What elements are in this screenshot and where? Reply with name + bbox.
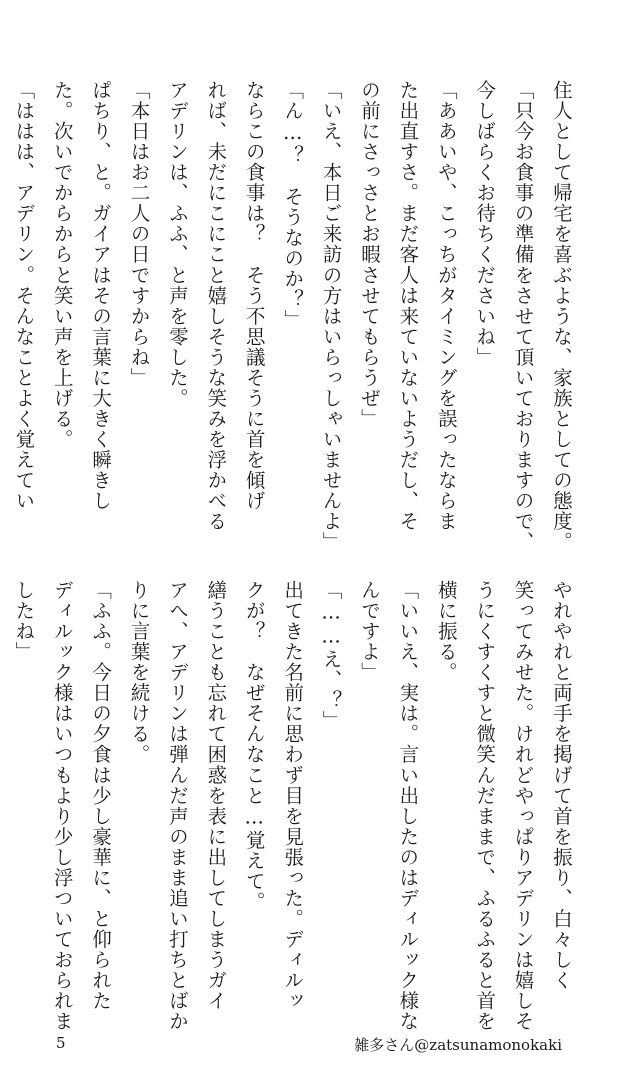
text-line: た。次いでからからと笑い声を上げる。 — [50, 80, 74, 450]
text-line: 横に振る。 — [434, 580, 458, 683]
text-line: うにくすくすと微笑んだままで、ふるふると首を — [473, 580, 497, 1032]
text-line: 住人として帰宅を喜ぶような、家族としての態度。 — [550, 80, 573, 552]
text-block-top — [0, 80, 580, 552]
text-block-bottom — [0, 580, 580, 1040]
text-line: 「ふふ。今日の夕食は少し豪華に、と仰られた — [89, 580, 113, 1011]
text-line: やれやれと両手を掲げて首を振り、白々しく — [550, 580, 573, 991]
text-line: 繕うことも忘れて困惑を表に出してしまうガイ — [204, 580, 228, 1011]
text-line: 「ん…？ そうなのか？」 — [281, 80, 305, 330]
author-credit: 雑多さん@zatsunamonokaki — [354, 1036, 562, 1054]
text-line: 「いいえ、実は。言い出したのはディルック様な — [396, 580, 420, 1032]
text-line: 笑ってみせた。けれどやっぱりアデリンは嬉しそ — [511, 580, 535, 1032]
text-line: 「いえ、本日ご来訪の方はいらっしゃいませんよ」 — [319, 80, 343, 552]
text-line: 今しばらくお待ちくださいね」 — [473, 80, 497, 368]
text-line: 「本日はお二人の日ですからね」 — [127, 80, 151, 388]
text-line: ディルック様はいつもより少し浮ついておられま — [50, 580, 74, 1032]
text-line: 「ああいや、こっちがタイミングを誤ったならま — [434, 80, 458, 532]
text-line: りに言葉を続ける。 — [127, 580, 151, 765]
text-line: クが？ なぜそんなこと…覚えて。 — [242, 580, 266, 912]
text-line: ならこの食事は？ そう不思議そうに首を傾げ — [242, 80, 266, 511]
text-line: た出直すさ。まだ客人は来ていないようだし、そ — [396, 80, 420, 532]
text-line: 「ははは、アデリン。そんなことよく覚えてい — [12, 80, 36, 511]
text-line: したね」 — [12, 580, 36, 663]
text-line: の前にさっさとお暇させてもらうぜ」 — [357, 80, 381, 429]
text-line: 出てきた名前に思わず目を見張った。ディルッ — [281, 580, 305, 1011]
text-line: アへ、アデリンは弾んだ声のまま追い打ちとばか — [165, 580, 189, 1032]
text-line — [0, 80, 4, 540]
text-line: んですよ」 — [357, 580, 381, 683]
text-line — [0, 580, 4, 1040]
text-line: ぱちり、と。ガイアはその言葉に大きく瞬きし — [89, 80, 113, 511]
page-number: 5 — [56, 1034, 66, 1052]
text-line: 「……え、？」 — [319, 580, 343, 731]
text-line: アデリンは、ふふ、と声を零した。 — [165, 80, 189, 409]
text-line: 「只今お食事の準備をさせて頂いておりますので、 — [511, 80, 535, 552]
text-line: れば、未だにこにこと嬉しそうな笑みを浮かべる — [204, 80, 228, 532]
